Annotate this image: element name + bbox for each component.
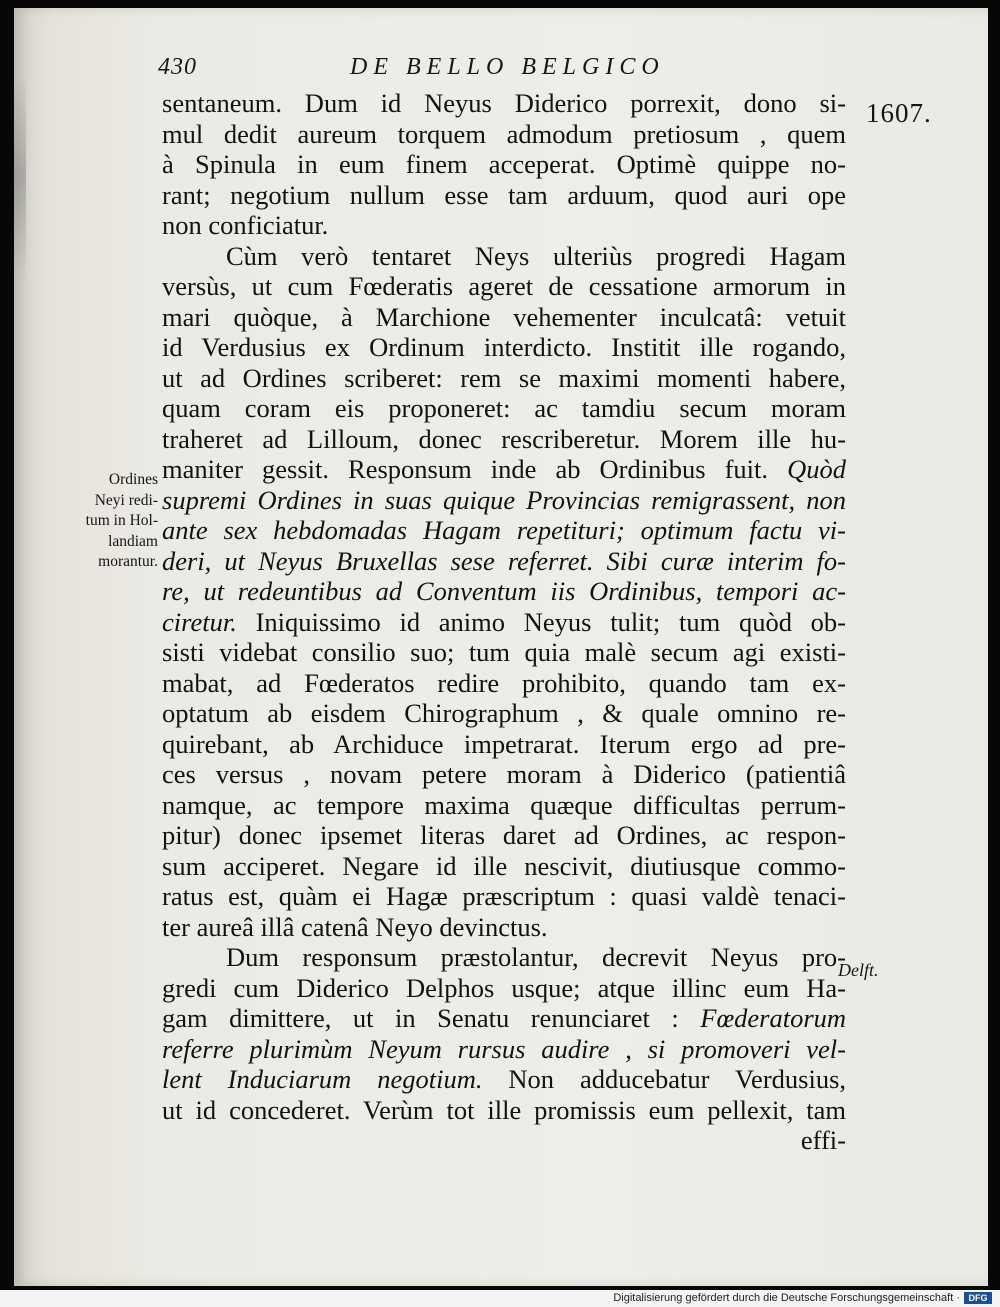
text-line: versùs, ut cum Fœderatis ageret de cessatione armorum in: [162, 271, 846, 301]
page-number: 430: [158, 54, 197, 80]
text-line: mari quòque, à Marchione vehementer inculcatâ: vetuit: [162, 301, 846, 332]
margin-note-line: landiam: [108, 532, 158, 550]
text-segment: gam dimittere, ut in Senatu renunciaret :: [162, 1003, 679, 1033]
text-line: traheret ad Lilloum, donec rescriberetur. Morem ille hu-: [162, 423, 846, 454]
text-line: sum acciperet. Negare id ille nescivit, diutiusque commo-: [162, 850, 846, 881]
text-line: rant; negotium nullum esse tam arduum, quod auri ope: [162, 179, 846, 210]
margin-note-line: Neyi redi-: [94, 491, 158, 509]
text-line: quam coram eis proponeret: ac tamdiu secum moram: [162, 393, 846, 423]
text-line: ante sex hebdomadas Hagam repetituri; optimum factu vi-: [162, 515, 846, 545]
text-line: quirebant, ab Archiduce impetrarat. Iterum ergo ad pre-: [162, 728, 846, 759]
footer-credit: Digitalisierung gefördert durch die Deutsche Forschungsgemeinschaft ·: [613, 1292, 960, 1304]
text-line: gredi cum Diderico Delphos usque; atque illinc eum Ha-: [162, 972, 846, 1003]
margin-note-line: Ordines: [108, 471, 158, 488]
text-line: ut ad Ordines scriberet: rem se maximi momenti habere,: [162, 362, 846, 393]
running-title: DE BELLO BELGICO: [350, 54, 665, 80]
body-text: [162, 88, 846, 1156]
margin-note-line: tum in Hol-: [85, 512, 158, 529]
text-line: [162, 1064, 846, 1095]
text-segment: Iniquissimo id animo Neyus tulit; tum quòd ob-: [255, 606, 847, 637]
italic-segment: Fœderatorum: [700, 1003, 847, 1033]
text-line: id Verdusius ex Ordinum interdicto. Institit ille rogando,: [162, 332, 846, 362]
text-line: sisti videbat consilio suo; tum quia malè secum agi existi-: [162, 637, 846, 667]
margin-delft: Delft.: [838, 960, 879, 980]
text-line: referre plurimùm Neyum rursus audire , si promoveri vel-: [162, 1033, 846, 1064]
text-line: re, ut redeuntibus ad Conventum iis Ordinibus, tempori ac-: [162, 576, 846, 606]
binding-shadow: [14, 78, 26, 278]
running-head: [158, 54, 678, 88]
margin-note-line: morantur.: [98, 553, 158, 570]
text-line: namque, ac tempore maxima quæque difficultas perrum-: [162, 789, 846, 820]
text-line: ut id concederet. Verùm tot ille promissis eum pellexit, tam: [162, 1094, 846, 1125]
italic-segment: lent Induciarum negotium.: [162, 1064, 483, 1094]
italic-segment: Quòd: [787, 454, 846, 484]
margin-note: [48, 470, 158, 573]
text-line: [162, 1003, 846, 1034]
footer-bar: [0, 1290, 1000, 1307]
catchword: effi-: [800, 1125, 846, 1155]
text-line: optatum ab eisdem Chirographum , & quale omnino re-: [162, 698, 846, 728]
text-line: à Spinula in eum finem acceperat. Optimè quippe no-: [162, 149, 846, 179]
text-line: deri, ut Neyus Bruxellas sese referret. Sibi curæ interim fo-: [162, 545, 846, 576]
text-line: ces versus , novam petere moram à Diderico (patientiâ: [162, 759, 846, 789]
text-line: Cùm verò tentaret Neys ulteriùs progredi Hagam: [226, 240, 846, 271]
italic-segment: ciretur.: [162, 606, 237, 637]
text-line: mabat, ad Fœderatos redire prohibito, quando tam ex-: [162, 667, 846, 698]
text-line: sentaneum. Dum id Neyus Diderico porrexit, dono si-: [162, 88, 846, 118]
text-line: [162, 607, 846, 638]
text-line: ter aureâ illâ catenâ Neyo devinctus.: [162, 911, 548, 942]
text-segment: maniter gessit. Responsum inde ab Ordinibus fuit.: [162, 454, 769, 484]
margin-year: 1607.: [866, 98, 932, 128]
text-segment: Non adducebatur Verdusius,: [508, 1064, 847, 1094]
text-line: ratus est, quàm ei Hagæ præscriptum : quasi valdè tenaci-: [162, 881, 846, 911]
text-line: pitur) donec ipsemet literas daret ad Ordines, ac respon-: [162, 820, 846, 850]
text-line: [162, 454, 846, 485]
dfg-logo: DFG: [964, 1292, 992, 1304]
text-line: non conficiatur.: [162, 210, 329, 240]
text-line: Dum responsum præstolantur, decrevit Neyus pro-: [226, 942, 846, 972]
text-line: mul dedit aureum torquem admodum pretiosum , quem: [162, 118, 846, 149]
text-line: supremi Ordines in suas quique Provincias remigrassent, non: [162, 484, 846, 515]
